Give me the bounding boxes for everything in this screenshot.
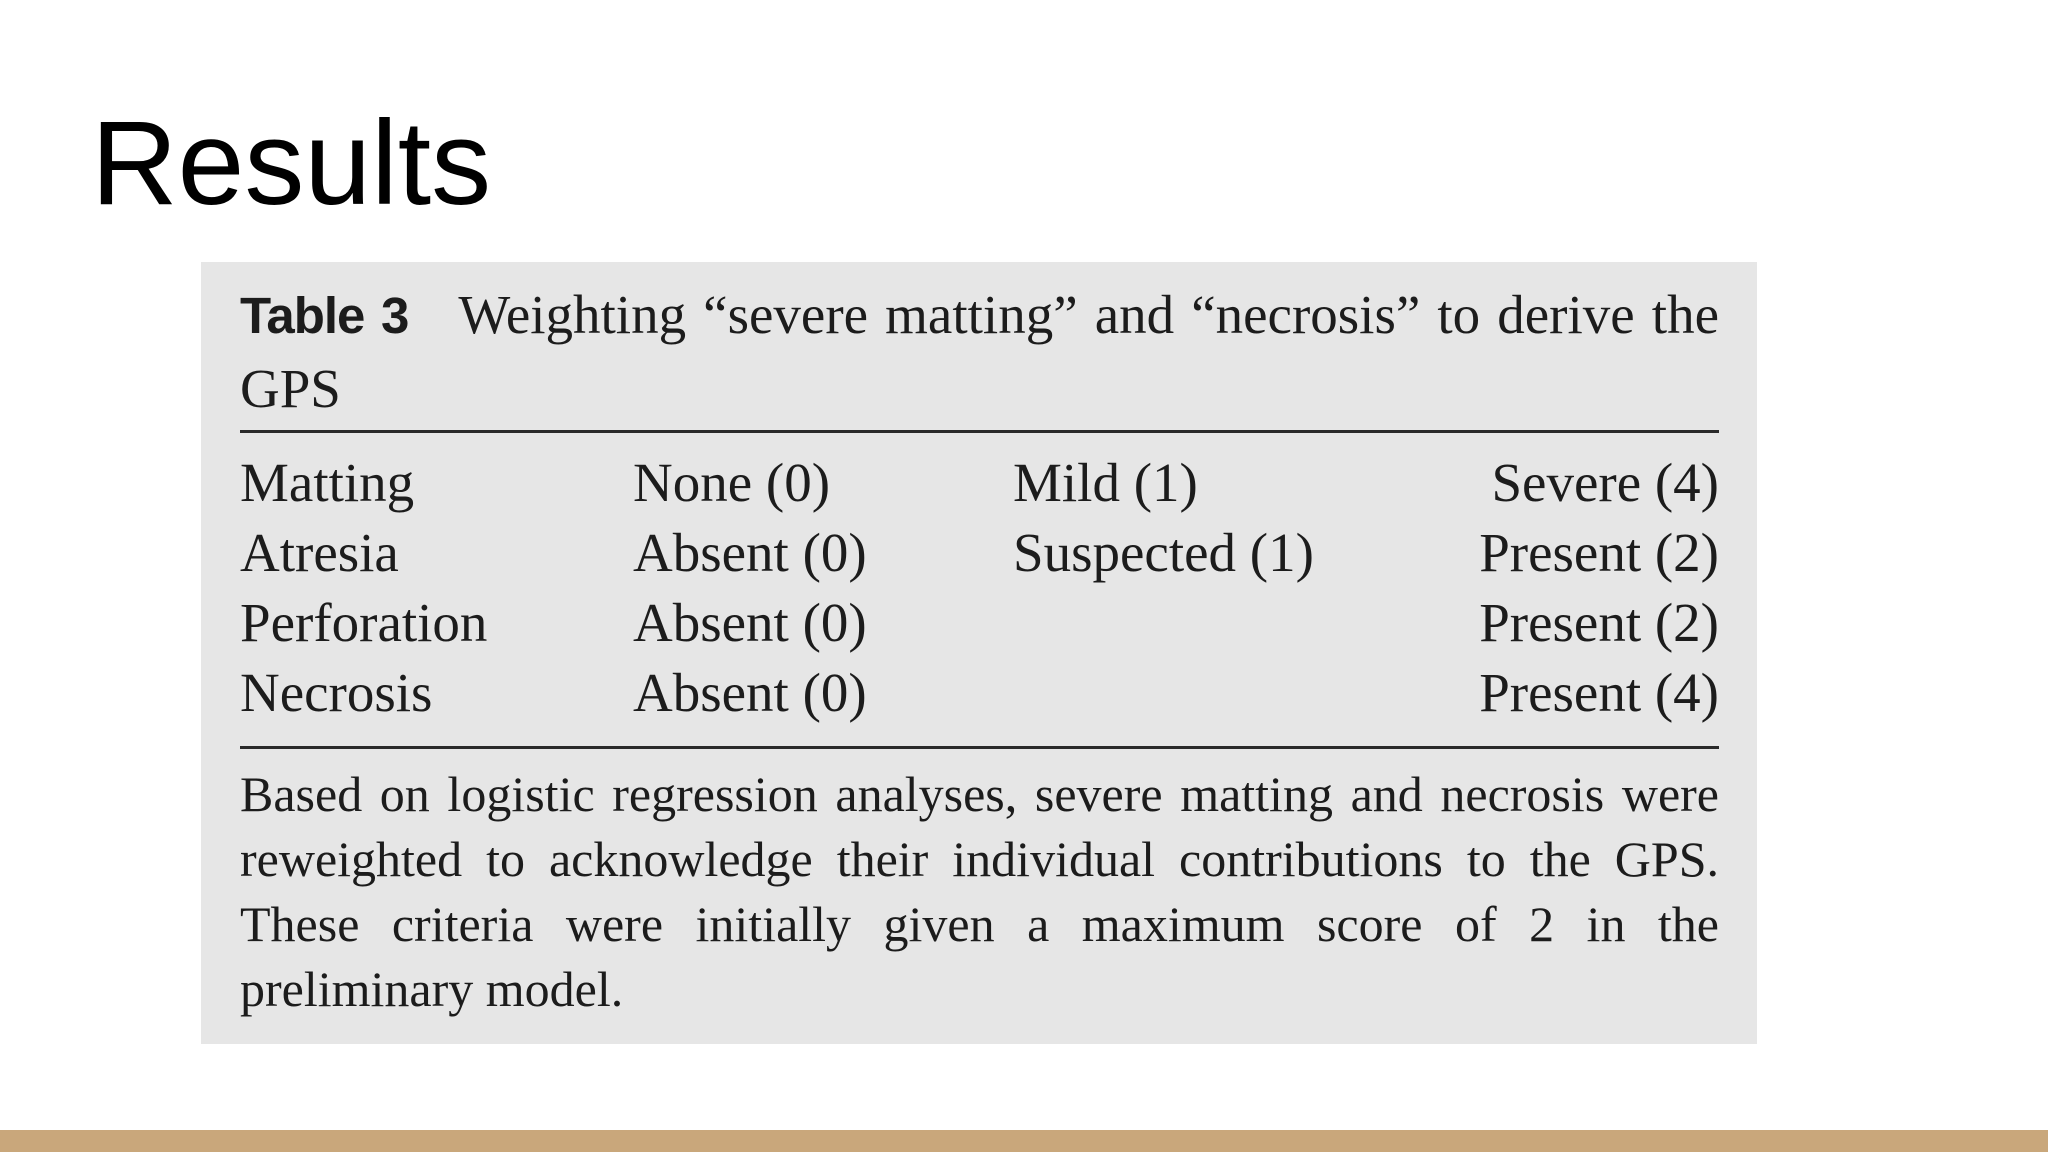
score-cell-high: Present (2) xyxy=(1479,592,1719,653)
score-cell-low: Absent (0) xyxy=(633,662,867,723)
criterion-cell: Perforation xyxy=(240,592,488,653)
score-cell-high: Present (4) xyxy=(1479,662,1719,723)
table-top-rule xyxy=(240,430,1719,433)
table-row xyxy=(240,448,1719,518)
score-cell-low: Absent (0) xyxy=(633,592,867,653)
score-table xyxy=(240,448,1719,728)
score-cell-high: Present (2) xyxy=(1479,522,1719,583)
criterion-cell: Atresia xyxy=(240,522,399,583)
table-bottom-rule xyxy=(240,746,1719,749)
table-row xyxy=(240,588,1719,658)
slide-title: Results xyxy=(91,96,492,230)
table-row xyxy=(240,518,1719,588)
table-row xyxy=(240,658,1719,728)
table-caption-text: Weighting “severe matting” and “necrosis” to derive the GPS xyxy=(240,284,1719,419)
table-label: Table 3 xyxy=(240,287,409,344)
score-cell-mid: Mild (1) xyxy=(1013,452,1198,513)
table-figure xyxy=(201,262,1757,1044)
criterion-cell: Matting xyxy=(240,452,415,513)
score-cell-low: None (0) xyxy=(633,452,831,513)
table-caption xyxy=(240,278,1719,425)
bottom-accent-bar xyxy=(0,1130,2048,1152)
table-footnote: Based on logistic regression analyses, severe matting and necrosis were reweighted to acknowledge their individual contributions to the GPS. These criteria were initially given a maximum score of 2 in the preliminary model. xyxy=(240,766,1719,1017)
criterion-cell: Necrosis xyxy=(240,662,433,723)
score-cell-high: Severe (4) xyxy=(1491,452,1719,513)
score-cell-mid: Suspected (1) xyxy=(1013,522,1314,583)
score-cell-low: Absent (0) xyxy=(633,522,867,583)
